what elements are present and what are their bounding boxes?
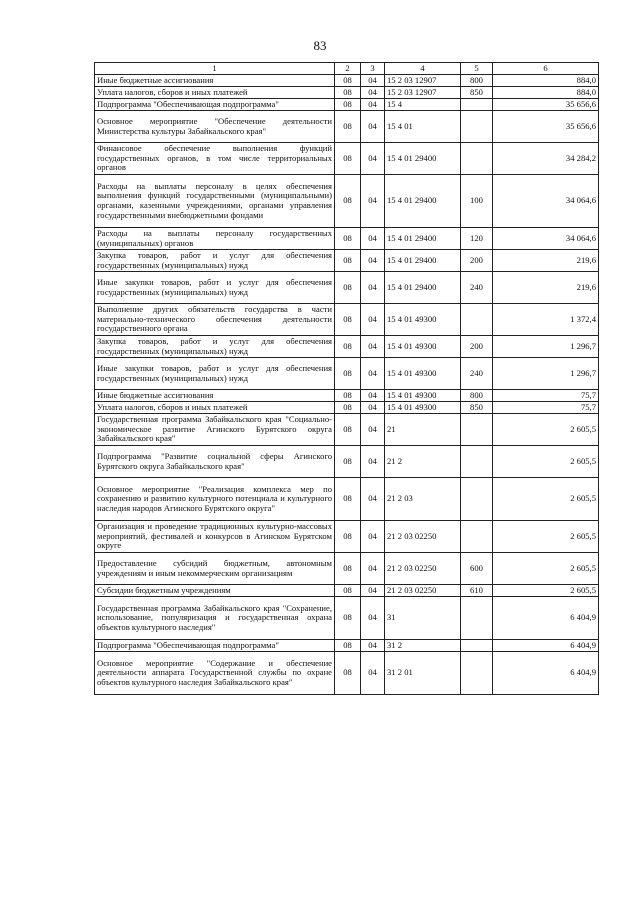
row-target-code-cell: 15 4 01 29400	[385, 228, 461, 250]
row-expense-type-cell: 100	[461, 175, 493, 228]
row-amount-cell: 219,6	[493, 272, 599, 304]
row-amount-cell: 2 605,5	[493, 553, 599, 585]
row-target-code-cell: 15 4 01 49300	[385, 358, 461, 390]
row-name-cell: Закупка товаров, работ и услуг для обеспечения государственных (муниципальных) нужд	[95, 250, 335, 272]
table-row	[95, 640, 599, 652]
row-section-cell: 08	[335, 585, 361, 597]
row-name-cell: Организация и проведение традиционных культурно-массовых мероприятий, фестивалей и конкурсов в Агинском Бурятском округе	[95, 521, 335, 553]
table-header-row	[95, 63, 599, 75]
row-subsection-cell: 04	[361, 640, 385, 652]
row-section-cell: 08	[335, 414, 361, 446]
row-subsection-cell: 04	[361, 143, 385, 175]
table-row	[95, 652, 599, 695]
row-amount-cell: 2 605,5	[493, 446, 599, 478]
row-amount-cell: 6 404,9	[493, 652, 599, 695]
row-amount-cell: 1 296,7	[493, 358, 599, 390]
header-cell: 2	[335, 63, 361, 75]
row-target-code-cell: 15 4 01 29400	[385, 250, 461, 272]
row-section-cell: 08	[335, 336, 361, 358]
row-amount-cell: 884,0	[493, 75, 599, 87]
row-section-cell: 08	[335, 143, 361, 175]
table-row	[95, 111, 599, 143]
row-subsection-cell: 04	[361, 478, 385, 521]
row-target-code-cell: 31 2 01	[385, 652, 461, 695]
row-expense-type-cell: 600	[461, 553, 493, 585]
row-expense-type-cell	[461, 652, 493, 695]
row-name-cell: Подпрограмма "Развитие социальной сферы Агинского Бурятского округа Забайкальского края"	[95, 446, 335, 478]
row-amount-cell: 6 404,9	[493, 597, 599, 640]
table-row	[95, 304, 599, 336]
row-amount-cell: 6 404,9	[493, 640, 599, 652]
table-row	[95, 75, 599, 87]
row-target-code-cell: 21 2 03 02250	[385, 553, 461, 585]
row-section-cell: 08	[335, 597, 361, 640]
row-target-code-cell: 15 4 01 49300	[385, 390, 461, 402]
row-name-cell: Предоставление субсидий бюджетным, автономным учреждениям и иным некоммерческим организациям	[95, 553, 335, 585]
table-row	[95, 446, 599, 478]
table-row	[95, 414, 599, 446]
row-amount-cell: 2 605,5	[493, 478, 599, 521]
row-amount-cell: 35 656,6	[493, 111, 599, 143]
row-subsection-cell: 04	[361, 111, 385, 143]
budget-table	[94, 62, 599, 695]
row-name-cell: Иные бюджетные ассигнования	[95, 75, 335, 87]
row-subsection-cell: 04	[361, 250, 385, 272]
page-number: 83	[313, 38, 327, 53]
row-name-cell: Расходы на выплаты персоналу государственных (муниципальных) органов	[95, 228, 335, 250]
header-cell: 6	[493, 63, 599, 75]
row-name-cell: Иные закупки товаров, работ и услуг для обеспечения государственных (муниципальных) нужд	[95, 358, 335, 390]
header-cell: 4	[385, 63, 461, 75]
row-section-cell: 08	[335, 652, 361, 695]
row-section-cell: 08	[335, 250, 361, 272]
row-expense-type-cell	[461, 521, 493, 553]
row-target-code-cell: 21 2 03 02250	[385, 521, 461, 553]
row-subsection-cell: 04	[361, 521, 385, 553]
table-row	[95, 390, 599, 402]
row-name-cell: Субсидии бюджетным учреждениям	[95, 585, 335, 597]
row-target-code-cell: 21 2 03	[385, 478, 461, 521]
row-amount-cell: 35 656,6	[493, 99, 599, 111]
row-name-cell: Основное мероприятие "Реализация комплекса мер по сохранению и развитию культурного потенциала и культурного наследия народов Агинского Бурятского округа"	[95, 478, 335, 521]
table-row	[95, 597, 599, 640]
row-section-cell: 08	[335, 446, 361, 478]
row-amount-cell: 2 605,5	[493, 414, 599, 446]
row-expense-type-cell: 800	[461, 390, 493, 402]
row-name-cell: Основное мероприятие "Содержание и обеспечение деятельности аппарата Государственной службы по охране объектов культурного наследия Забайкальского края"	[95, 652, 335, 695]
row-expense-type-cell: 240	[461, 272, 493, 304]
row-name-cell: Подпрограмма "Обеспечивающая подпрограмма"	[95, 99, 335, 111]
table-row	[95, 402, 599, 414]
row-expense-type-cell: 850	[461, 402, 493, 414]
row-target-code-cell: 15 2 03 12907	[385, 87, 461, 99]
table-row	[95, 250, 599, 272]
row-subsection-cell: 04	[361, 75, 385, 87]
row-amount-cell: 1 296,7	[493, 336, 599, 358]
header-cell: 1	[95, 63, 335, 75]
row-subsection-cell: 04	[361, 99, 385, 111]
table-body	[95, 75, 599, 695]
row-expense-type-cell	[461, 446, 493, 478]
row-section-cell: 08	[335, 553, 361, 585]
table-row	[95, 553, 599, 585]
row-subsection-cell: 04	[361, 175, 385, 228]
row-expense-type-cell	[461, 99, 493, 111]
row-section-cell: 08	[335, 390, 361, 402]
row-expense-type-cell	[461, 111, 493, 143]
row-section-cell: 08	[335, 304, 361, 336]
row-name-cell: Подпрограмма "Обеспечивающая подпрограмма"	[95, 640, 335, 652]
row-subsection-cell: 04	[361, 336, 385, 358]
row-section-cell: 08	[335, 358, 361, 390]
row-amount-cell: 75,7	[493, 390, 599, 402]
row-amount-cell: 75,7	[493, 402, 599, 414]
row-subsection-cell: 04	[361, 304, 385, 336]
row-amount-cell: 2 605,5	[493, 585, 599, 597]
row-section-cell: 08	[335, 75, 361, 87]
table-row	[95, 585, 599, 597]
row-name-cell: Уплата налогов, сборов и иных платежей	[95, 402, 335, 414]
table-row	[95, 228, 599, 250]
row-subsection-cell: 04	[361, 597, 385, 640]
row-subsection-cell: 04	[361, 553, 385, 585]
row-name-cell: Финансовое обеспечение выполнения функций государственных органов, в том числе территориальных органов	[95, 143, 335, 175]
row-name-cell: Основное мероприятие "Обеспечение деятельности Министерства культуры Забайкальского края"	[95, 111, 335, 143]
table-row	[95, 272, 599, 304]
row-target-code-cell: 21	[385, 414, 461, 446]
row-name-cell: Государственная программа Забайкальского края "Сохранение, использование, популяризация и государственная охрана объектов культурного наследия"	[95, 597, 335, 640]
row-target-code-cell: 15 4	[385, 99, 461, 111]
row-amount-cell: 34 284,2	[493, 143, 599, 175]
row-amount-cell: 1 372,4	[493, 304, 599, 336]
table-row	[95, 478, 599, 521]
row-subsection-cell: 04	[361, 414, 385, 446]
row-subsection-cell: 04	[361, 652, 385, 695]
table-row	[95, 143, 599, 175]
row-expense-type-cell: 240	[461, 358, 493, 390]
row-target-code-cell: 31 2	[385, 640, 461, 652]
row-section-cell: 08	[335, 478, 361, 521]
table-row	[95, 175, 599, 228]
row-section-cell: 08	[335, 87, 361, 99]
row-target-code-cell: 15 4 01 29400	[385, 143, 461, 175]
row-expense-type-cell	[461, 478, 493, 521]
row-subsection-cell: 04	[361, 585, 385, 597]
table-row	[95, 87, 599, 99]
row-expense-type-cell: 200	[461, 250, 493, 272]
row-amount-cell: 2 605,5	[493, 521, 599, 553]
row-section-cell: 08	[335, 521, 361, 553]
row-subsection-cell: 04	[361, 87, 385, 99]
row-amount-cell: 34 064,6	[493, 175, 599, 228]
table-row	[95, 358, 599, 390]
header-cell: 3	[361, 63, 385, 75]
row-name-cell: Иные закупки товаров, работ и услуг для обеспечения государственных (муниципальных) нужд	[95, 272, 335, 304]
row-amount-cell: 884,0	[493, 87, 599, 99]
row-amount-cell: 219,6	[493, 250, 599, 272]
row-expense-type-cell	[461, 640, 493, 652]
row-section-cell: 08	[335, 175, 361, 228]
row-subsection-cell: 04	[361, 402, 385, 414]
row-expense-type-cell: 610	[461, 585, 493, 597]
row-section-cell: 08	[335, 402, 361, 414]
row-expense-type-cell	[461, 597, 493, 640]
row-expense-type-cell: 200	[461, 336, 493, 358]
row-section-cell: 08	[335, 228, 361, 250]
row-amount-cell: 34 064,6	[493, 228, 599, 250]
row-target-code-cell: 21 2	[385, 446, 461, 478]
table-row	[95, 99, 599, 111]
row-subsection-cell: 04	[361, 358, 385, 390]
header-cell: 5	[461, 63, 493, 75]
row-section-cell: 08	[335, 99, 361, 111]
row-expense-type-cell: 120	[461, 228, 493, 250]
row-name-cell: Выполнение других обязательств государства в части материально-технического обеспечения деятельности государственного органа	[95, 304, 335, 336]
row-target-code-cell: 21 2 03 02250	[385, 585, 461, 597]
row-subsection-cell: 04	[361, 228, 385, 250]
row-section-cell: 08	[335, 640, 361, 652]
row-name-cell: Иные бюджетные ассигнования	[95, 390, 335, 402]
row-target-code-cell: 15 4 01 29400	[385, 175, 461, 228]
row-target-code-cell: 15 4 01 49300	[385, 304, 461, 336]
table-row	[95, 336, 599, 358]
row-target-code-cell: 15 4 01 49300	[385, 402, 461, 414]
row-expense-type-cell	[461, 143, 493, 175]
row-section-cell: 08	[335, 272, 361, 304]
row-name-cell: Расходы на выплаты персоналу в целях обеспечения выполнения функций государственными (муниципальными) органами, казенными учреждениями, органами управления государственными внебюджетными фондами	[95, 175, 335, 228]
row-subsection-cell: 04	[361, 272, 385, 304]
row-name-cell: Государственная программа Забайкальского края "Социально-экономическое развитие Агинского Бурятского округа Забайкальского края"	[95, 414, 335, 446]
row-target-code-cell: 15 2 03 12907	[385, 75, 461, 87]
row-expense-type-cell	[461, 414, 493, 446]
row-subsection-cell: 04	[361, 446, 385, 478]
row-expense-type-cell: 800	[461, 75, 493, 87]
table-row	[95, 521, 599, 553]
row-target-code-cell: 31	[385, 597, 461, 640]
row-name-cell: Закупка товаров, работ и услуг для обеспечения государственных (муниципальных) нужд	[95, 336, 335, 358]
row-target-code-cell: 15 4 01	[385, 111, 461, 143]
row-expense-type-cell	[461, 304, 493, 336]
row-subsection-cell: 04	[361, 390, 385, 402]
row-expense-type-cell: 850	[461, 87, 493, 99]
row-target-code-cell: 15 4 01 29400	[385, 272, 461, 304]
row-target-code-cell: 15 4 01 49300	[385, 336, 461, 358]
row-name-cell: Уплата налогов, сборов и иных платежей	[95, 87, 335, 99]
row-section-cell: 08	[335, 111, 361, 143]
